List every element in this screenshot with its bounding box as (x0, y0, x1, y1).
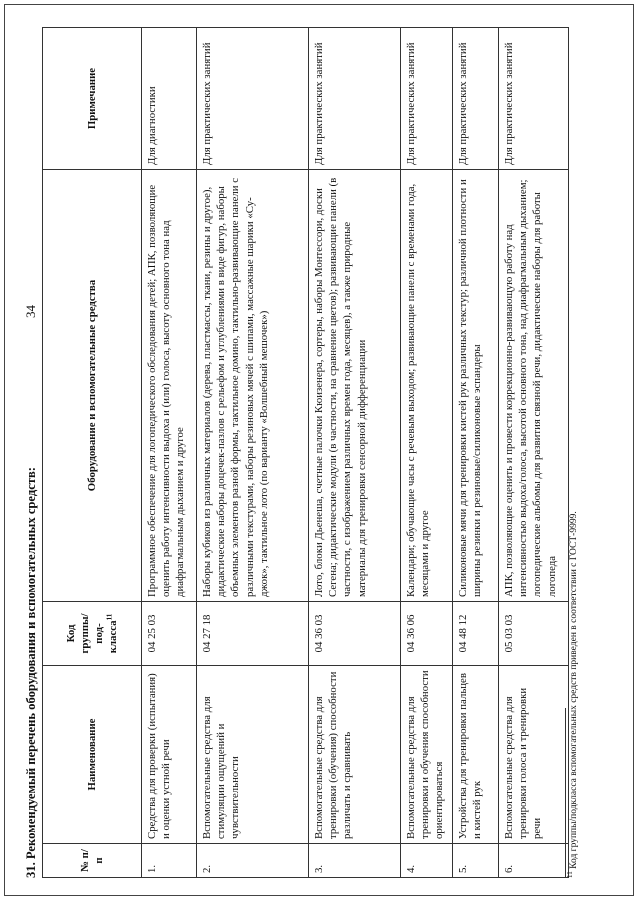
row-num: 1. (142, 844, 197, 878)
row-code: 04 36 03 (309, 602, 401, 666)
table-row (197, 28, 309, 878)
row-equipment: Программное обеспечение для логопедического обследования детей; АПК, позволяющие оценить работу интенсивности выдоха и (или) голоса, высоту основного тона над диафрагмальным дыханием и другое (142, 170, 197, 602)
header-code-footnote: 11 (105, 613, 114, 621)
footnote-rule (565, 708, 566, 878)
table-header-row (43, 28, 142, 878)
row-remark: Для практических занятий (401, 28, 453, 170)
row-equipment: Лото, блоки Дьенеша, счетные палочки Кюизенера, сортеры, наборы Монтессори, доски Сегена; дидактические модули (в частности, на сравнение цветов); развивающие панели (в частности, с изображением различных времен года, месяцев), а также природные материалы для тренировки сенсорной дифференциации (309, 170, 401, 602)
row-equipment: Календари; обучающие часы с речевым выходом; развивающие панели с временами года, месяцами и другое (401, 170, 453, 602)
row-num: 5. (453, 844, 499, 878)
heading-text: 31. Рекомендуемый перечень оборудования и вспомогательных средств: (24, 467, 38, 878)
section-heading (20, 28, 42, 878)
row-num: 6. (499, 844, 569, 878)
row-code: 04 25 03 (142, 602, 197, 666)
header-name: Наименование (43, 666, 142, 844)
row-code: 04 36 06 (401, 602, 453, 666)
header-remark: Примечание (43, 28, 142, 170)
row-name: Средства для проверки (испытания) и оценки устной речи (142, 666, 197, 844)
row-remark: Для практических занятий (309, 28, 401, 170)
row-remark: Для практических занятий (499, 28, 569, 170)
table-row (401, 28, 453, 878)
row-name: Вспомогательные средства для стимуляции ощущений и чувствительности (197, 666, 309, 844)
header-equipment: Оборудование и вспомогательные средства (43, 170, 142, 602)
row-code: 04 48 12 (453, 602, 499, 666)
page-number: 34 (23, 305, 38, 318)
row-num: 3. (309, 844, 401, 878)
row-remark: Для практических занятий (197, 28, 309, 170)
equipment-table (42, 27, 569, 878)
table-row (142, 28, 197, 878)
table-row (499, 28, 569, 878)
row-name: Устройства для тренировки пальцев и кистей рук (453, 666, 499, 844)
row-num: 2. (197, 844, 309, 878)
footnote-marker: 11 (565, 871, 574, 878)
header-code: Код группы/под-класса$^{11}$ (43, 602, 142, 666)
row-code: 04 27 18 (197, 602, 309, 666)
row-name: Вспомогательные средства для тренировки и обучения способности ориентироваться (401, 666, 453, 844)
table-row (309, 28, 401, 878)
header-num: № п/п (43, 844, 142, 878)
row-remark: Для практических занятий (453, 28, 499, 170)
footnote (565, 28, 579, 878)
row-equipment: Наборы кубиков из различных материалов (дерева, пластмассы, ткани, резины и другое), дидактические наборы доцечек-пазлов с рельефом и углублениями в виде фигур, наборы объемных элементов разной формы, тактильное домино, тактильно-развивающие панели с различными текстурами, наборы резиновых мячей с шипами, массажные шарики «Су-джок», тактильное лото (по варианту «Волшебный мешочек») (197, 170, 309, 602)
row-num: 4. (401, 844, 453, 878)
row-remark: Для диагностики (142, 28, 197, 170)
footnote-text: Код группы/подкласса вспомогательных средств приведен в соответствии с ГОСТ-9999. (569, 511, 579, 869)
row-code: 05 03 03 (499, 602, 569, 666)
row-name: Вспомогательные средства для тренировки голоса и тренировки речи (499, 666, 569, 844)
row-equipment: АПК, позволяющие оценить и провести коррекционно-развивающую работу над интенсивностью выдоха/голоса, высотой основного тона, над диафрагмальным дыханием; логопедические альбомы для развития связной речи, дидактические наборы для работы логопеда (499, 170, 569, 602)
row-equipment: Силиконовые мячи для тренировки кистей рук различных текстур; различной плотности и ширины резинки и резиновые/силиконовые эспандеры (453, 170, 499, 602)
table-row (453, 28, 499, 878)
row-name: Вспомогательные средства для тренировки (обучения) способности различать и сравнивать (309, 666, 401, 844)
document-page (20, 28, 620, 878)
